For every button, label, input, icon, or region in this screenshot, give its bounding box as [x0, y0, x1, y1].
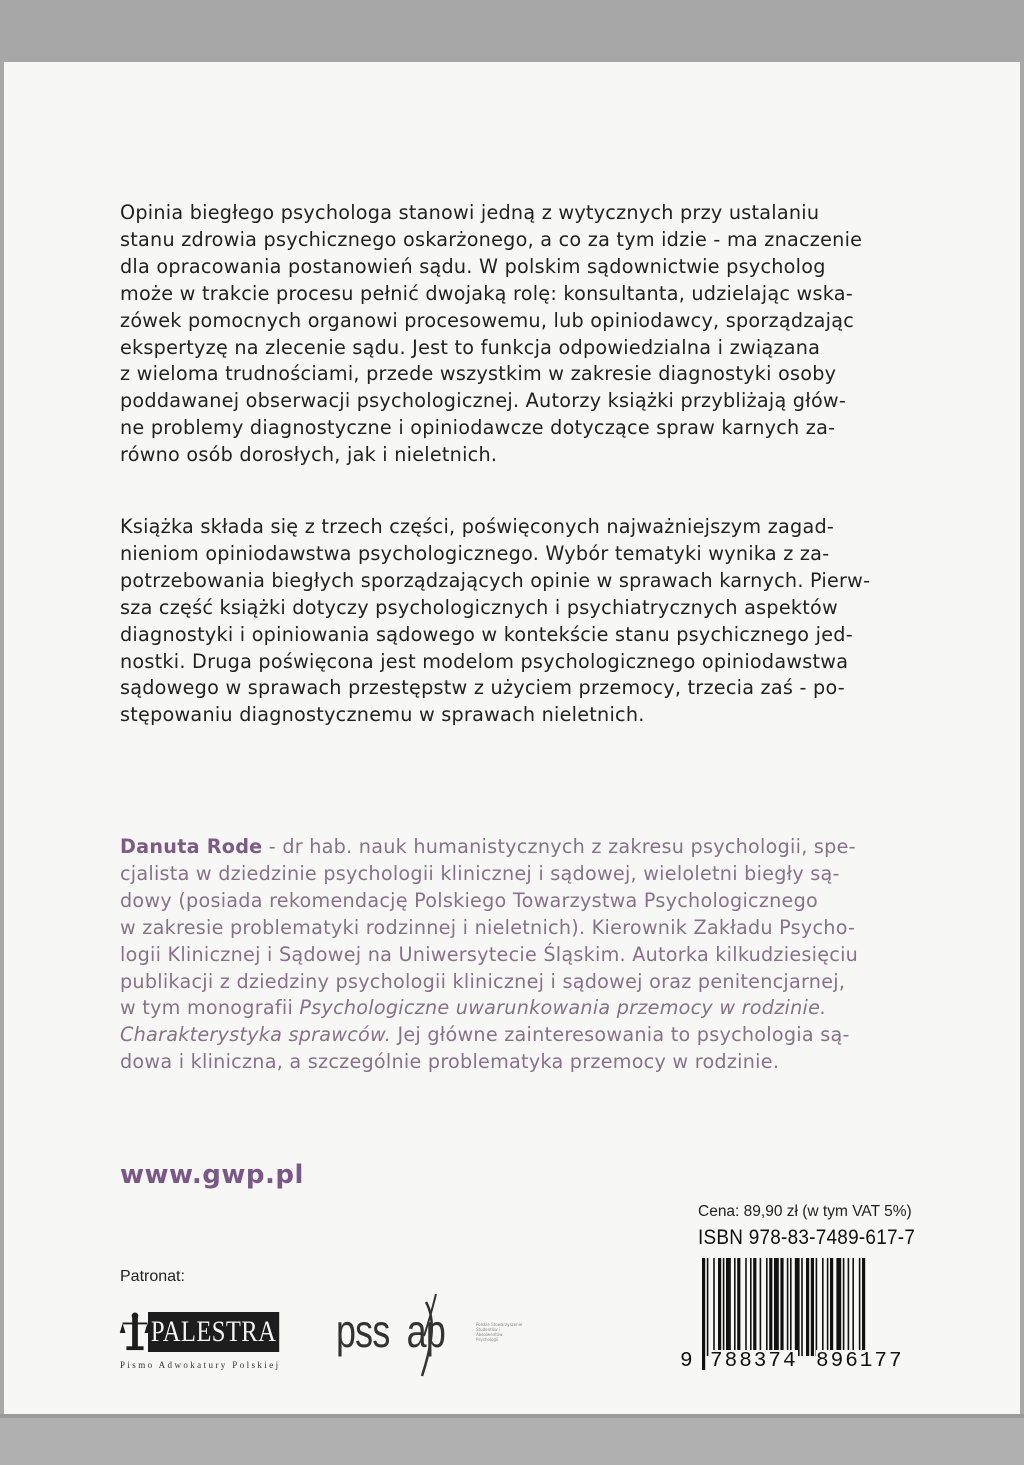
text-line: w zakresie problematyki rodzinnej i nieletnich). Kierownik Zakładu Psycho-	[120, 915, 856, 939]
barcode-bar	[718, 1258, 721, 1356]
text-line: zówek pomocnych organowi procesowemu, lub opiniodawcy, sporządzając	[120, 308, 855, 332]
barcode-bar	[760, 1258, 762, 1356]
patronat-label: Patronat:	[120, 1268, 185, 1285]
pssap-logo-right: ap	[406, 1305, 446, 1357]
palestra-logo	[118, 1308, 308, 1378]
text-line: może w trakcie procesu pełnić dwojaką rolę: konsultanta, udzielając wska-	[120, 281, 853, 305]
author-bio-text: w tym monografii	[120, 996, 300, 1020]
barcode-bar	[862, 1258, 865, 1356]
barcode-bar	[734, 1258, 736, 1356]
scan-frame-top	[0, 0, 1024, 62]
pssap-logo-left: pss	[336, 1305, 390, 1357]
text-line: Opinia biegłego psychologa stanowi jedną z wytycznych przy ustalaniu	[120, 201, 820, 224]
barcode-bar	[766, 1258, 768, 1356]
barcode-bar	[848, 1258, 850, 1356]
text-line: sądowego w sprawach przestępstw z użyciem przemocy, trzecia zaś - po-	[120, 676, 845, 700]
scan-edge-strip	[0, 1414, 1024, 1418]
author-bio	[120, 834, 912, 1076]
text-line: diagnostyki i opiniowania sądowego w kontekście stanu psychicznego jed-	[120, 622, 853, 646]
text-line: stępowaniu diagnostycznemu w sprawach nieletnich.	[120, 703, 645, 727]
barcode-bar	[806, 1258, 809, 1356]
barcode-bar	[816, 1258, 818, 1356]
barcode-digits	[680, 1350, 922, 1376]
text-line: stanu zdrowia psychicznego oskarżonego, a co za tym idzie - ma znaczenie	[120, 227, 863, 251]
description-paragraph-2	[120, 514, 912, 729]
barcode-bar	[745, 1258, 747, 1356]
barcode-bar	[830, 1258, 833, 1356]
barcode-bar	[713, 1258, 715, 1356]
text-line: ne problemy diagnostyczne i opiniodawcze dotyczące spraw karnych za-	[120, 416, 836, 440]
text-line: publikacji z dziedziny psychologii klinicznej i sądowej oraz penitencjarnej,	[120, 969, 846, 993]
text-line	[120, 834, 912, 861]
palestra-subtitle: Pismo Adwokatury Polskiej	[120, 1360, 281, 1370]
barcode-bar	[723, 1258, 725, 1356]
barcode-bar	[753, 1258, 756, 1356]
text-line: dowa i kliniczna, a szczególnie problematyka przemocy w rodzinie.	[120, 1050, 780, 1074]
text-line: z wieloma trudnościami, przede wszystkim w zakresie diagnostyki osoby	[120, 362, 837, 386]
text-line: Książka składa się z trzech części, poświęconych najważniejszym zagad-	[120, 515, 835, 538]
barcode-bar	[852, 1258, 854, 1356]
text-line: sza część książki dotyczy psychologicznych i psychiatrycznych aspektów	[120, 595, 838, 619]
publisher-website: www.gwp.pl	[120, 1160, 304, 1190]
text-line: dowy (posiada rekomendację Polskiego Towarzystwa Psychologicznego	[120, 888, 819, 912]
barcode-bar	[737, 1258, 740, 1356]
text-line	[120, 995, 912, 1022]
barcode-bar	[707, 1258, 709, 1356]
barcode-bar	[750, 1258, 752, 1356]
barcode-bar	[790, 1258, 792, 1356]
author-name: Danuta Rode	[120, 835, 263, 858]
barcode-bar	[836, 1258, 841, 1356]
text-line	[120, 1022, 912, 1049]
barcode-bar	[774, 1258, 779, 1356]
author-bio-text: - dr hab. nauk humanistycznych z zakresu psychologii, spe-	[262, 835, 856, 858]
palestra-logo-text: PALESTRA	[148, 1312, 279, 1352]
isbn-label: ISBN 978-83-7489-617-7	[698, 1226, 916, 1249]
scan-frame-bottom	[0, 1414, 1024, 1465]
text-line: cjalista w dziedzinie psychologii klinicznej i sądowej, wieloletni biegły są-	[120, 861, 840, 885]
isbn-barcode	[680, 1258, 922, 1378]
barcode-bar	[795, 1258, 800, 1356]
price-label: Cena: 89,90 zł (w tym VAT 5%)	[698, 1203, 912, 1220]
text-line: równo osób dorosłych, jak i nieletnich.	[120, 443, 498, 467]
barcode-bar	[843, 1258, 845, 1356]
barcode-bar	[827, 1258, 829, 1356]
barcode-bar	[822, 1258, 824, 1356]
text-line: logii Klinicznej i Sądowej na Uniwersytecie Śląskim. Autorka kilkudziesięciu	[120, 942, 859, 966]
justice-statue-icon	[118, 1312, 152, 1352]
text-line: dla opracowania postanowień sądu. W polskim sądownictwie psycholog	[120, 254, 826, 278]
barcode-right-digits: 896177	[816, 1350, 904, 1373]
text-line: nostki. Druga poświęcona jest modelom psychologicznego opiniodawstwa	[120, 649, 849, 673]
text-line: ekspertyzę na zlecenie sądu. Jest to funkcja odpowiedzialna i związana	[120, 335, 821, 359]
text-line: nieniom opiniodawstwa psychologicznego. Wybór tematyki wynika z za-	[120, 541, 830, 565]
pssap-logo	[336, 1290, 526, 1380]
barcode-first-digit: 9	[680, 1350, 693, 1373]
text-line: potrzebowania biegłych sporządzających opinie w sprawach karnych. Pierw-	[120, 568, 871, 592]
barcode-bar	[801, 1258, 803, 1356]
barcode-bar	[726, 1258, 731, 1356]
author-bio-text: Jej główne zainteresowania to psychologia są-	[391, 1023, 850, 1047]
monograph-title: Psychologiczne uwarunkowania przemocy w rodzinie.	[299, 996, 827, 1020]
barcode-left-digits: 788374	[710, 1350, 798, 1373]
text-line: poddawanej obserwacji psychologicznej. Autorzy książki przybliżają głów-	[120, 389, 847, 413]
barcode-bar	[787, 1258, 789, 1356]
barcode-bar	[811, 1258, 814, 1356]
pssap-small-text: Polskie Stowarzyszenie Studentów i Absolwentów Psychologii	[476, 1322, 523, 1342]
monograph-subtitle: Charakterystyka sprawców.	[120, 1023, 392, 1047]
barcode-bar	[769, 1258, 772, 1356]
description-paragraph-1	[120, 200, 912, 469]
